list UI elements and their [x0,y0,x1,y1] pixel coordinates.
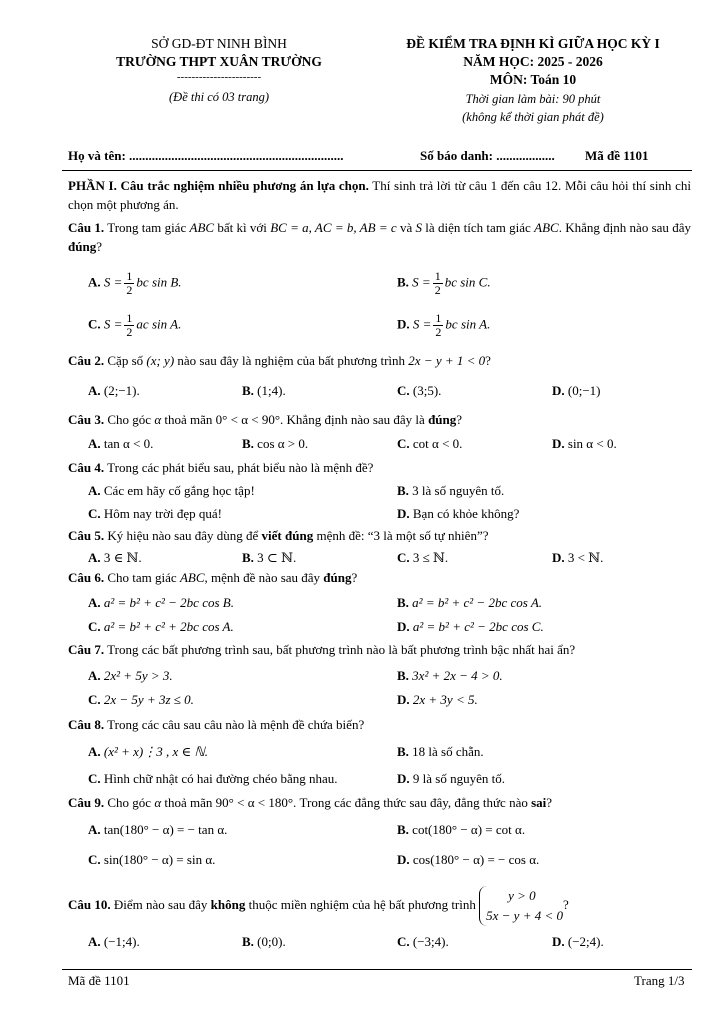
q8-option-d[interactable]: D. 9 là số nguyên tố. [397,771,505,786]
q4-option-d[interactable]: D. Bạn có khỏe không? [397,506,520,521]
question-1: Câu 1. Trong tam giác ABC bất kì với BC = a, AC = b, AB = c và S là diện tích tam giác ABC. Khẳng định nào sau đây đúng? [68,220,691,254]
duration-note: (không kể thời gian phát đề) [462,110,604,124]
student-id-field: Số báo danh: .................. [420,148,555,163]
exam-duration: Thời gian làm bài: 90 phút [465,92,601,106]
q8-option-a[interactable]: A. (x² + x)⋮3 , x ∈ ℕ. [88,744,209,759]
q7-option-b[interactable]: B. 3x² + 2x − 4 > 0. [397,668,503,683]
question-3: Câu 3. Cho góc α thoả mãn 0° < α < 90°. Khẳng định nào sau đây là đúng? [68,412,463,427]
student-name-field: Họ và tên: .................................................................. [68,148,344,163]
q2-option-a[interactable]: A. (2;−1). [88,383,140,398]
q7-option-c[interactable]: C. 2x − 5y + 3z ≤ 0. [88,692,194,707]
q6-option-c[interactable]: C. a² = b² + c² + 2bc cos A. [88,619,234,634]
question-9: Câu 9. Cho góc α thoả mãn 90° < α < 180°. Trong các đẳng thức sau đây, đẳng thức nào sai? [68,795,553,810]
q4-option-b[interactable]: B. 3 là số nguyên tố. [397,483,505,498]
exam-code: Mã đề 1101 [585,148,649,163]
q2-option-b[interactable]: B. (1;4). [242,383,286,398]
question-7: Câu 7. Trong các bất phương trình sau, bất phương trình nào là bất phương trình bậc nhất hai ẩn? [68,642,576,657]
q7-option-a[interactable]: A. 2x² + 5y > 3. [88,668,173,683]
school-year: NĂM HỌC: 2025 - 2026 [463,54,603,69]
q4-option-c[interactable]: C. Hôm nay trời đẹp quá! [88,506,222,521]
footer-rule [62,969,692,970]
q5-option-d[interactable]: D. 3 < ℕ. [552,550,604,565]
q9-option-a[interactable]: A. tan(180° − α) = − tan α. [88,822,228,837]
footer-exam-code: Mã đề 1101 [68,973,130,988]
q6-option-b[interactable]: B. a² = b² + c² − 2bc cos A. [397,595,543,610]
q3-option-c[interactable]: C. cot α < 0. [397,436,463,451]
question-6: Câu 6. Cho tam giác ABC, mệnh đề nào sau đây đúng? [68,570,358,585]
question-5: Câu 5. Ký hiệu nào sau đây dùng để viết đúng mệnh đề: “3 là một số tự nhiên”? [68,528,489,543]
school-name: TRƯỜNG THPT XUÂN TRƯỜNG [116,54,322,69]
q10-option-a[interactable]: A. (−1;4). [88,934,140,949]
q3-option-a[interactable]: A. tan α < 0. [88,436,154,451]
page-count-note: (Đề thi có 03 trang) [169,90,269,104]
header-divider: ----------------------- [176,71,262,83]
question-8: Câu 8. Trong các câu sau câu nào là mệnh đề chứa biến? [68,717,365,732]
q7-option-d[interactable]: D. 2x + 3y < 5. [397,692,478,707]
question-10: Câu 10. Điểm nào sau đây không thuộc miền nghiệm của hệ bất phương trình y > 0 5x − y + 4 < 0 ? [68,886,569,926]
q2-option-d[interactable]: D. (0;−1) [552,383,601,398]
question-4: Câu 4. Trong các phát biểu sau, phát biểu nào là mệnh đề? [68,460,374,475]
q4-option-a[interactable]: A. Các em hãy cố gắng học tập! [88,483,255,498]
q5-option-b[interactable]: B. 3 ⊂ ℕ. [242,550,297,565]
q6-option-a[interactable]: A. a² = b² + c² − 2bc cos B. [88,595,234,610]
q8-option-c[interactable]: C. Hình chữ nhật có hai đường chéo bằng nhau. [88,771,338,786]
exam-title: ĐỀ KIỂM TRA ĐỊNH KÌ GIỮA HỌC KỲ I [406,36,660,51]
q9-option-c[interactable]: C. sin(180° − α) = sin α. [88,852,216,867]
part1-heading: PHẦN I. Câu trắc nghiệm nhiều phương án lựa chọn. Thí sinh trả lời từ câu 1 đến câu 12. Mỗi câu hỏi thí sinh chỉ chọn một phương án. [68,178,691,212]
q2-option-c[interactable]: C. (3;5). [397,383,442,398]
q3-option-b[interactable]: B. cos α > 0. [242,436,309,451]
q5-option-c[interactable]: C. 3 ≤ ℕ. [397,550,449,565]
subject: MÔN: Toán 10 [489,72,577,87]
page-number: Trang 1/3 [634,973,685,988]
q9-option-d[interactable]: D. cos(180° − α) = − cos α. [397,852,540,867]
header-rule [62,170,692,171]
q10-option-c[interactable]: C. (−3;4). [397,934,449,949]
q6-option-d[interactable]: D. a² = b² + c² − 2bc cos C. [397,619,544,634]
q1-option-c[interactable]: C. S = $\frac{1}{2}$ ac sin A. [88,311,182,339]
dept-name: SỞ GD-ĐT NINH BÌNH [151,36,287,51]
q10-option-d[interactable]: D. (−2;4). [552,934,604,949]
q10-option-b[interactable]: B. (0;0). [242,934,286,949]
q9-option-b[interactable]: B. cot(180° − α) = cot α. [397,822,526,837]
q8-option-b[interactable]: B. 18 là số chẵn. [397,744,484,759]
q1-option-d[interactable]: D. S = $\frac{1}{2}$ bc sin A. [397,311,491,339]
question-2: Câu 2. Cặp số (x; y) nào sau đây là nghiệm của bất phương trình 2x − y + 1 < 0? [68,353,491,368]
q1-option-a[interactable]: A. S = $\frac{1}{2}$ bc sin B. [88,269,182,297]
q1-option-b[interactable]: B. S = $\frac{1}{2}$ bc sin C. [397,269,491,297]
q5-option-a[interactable]: A. 3 ∈ ℕ. [88,550,142,565]
inequality-system: y > 0 5x − y + 4 < 0 [479,886,563,926]
q3-option-d[interactable]: D. sin α < 0. [552,436,617,451]
